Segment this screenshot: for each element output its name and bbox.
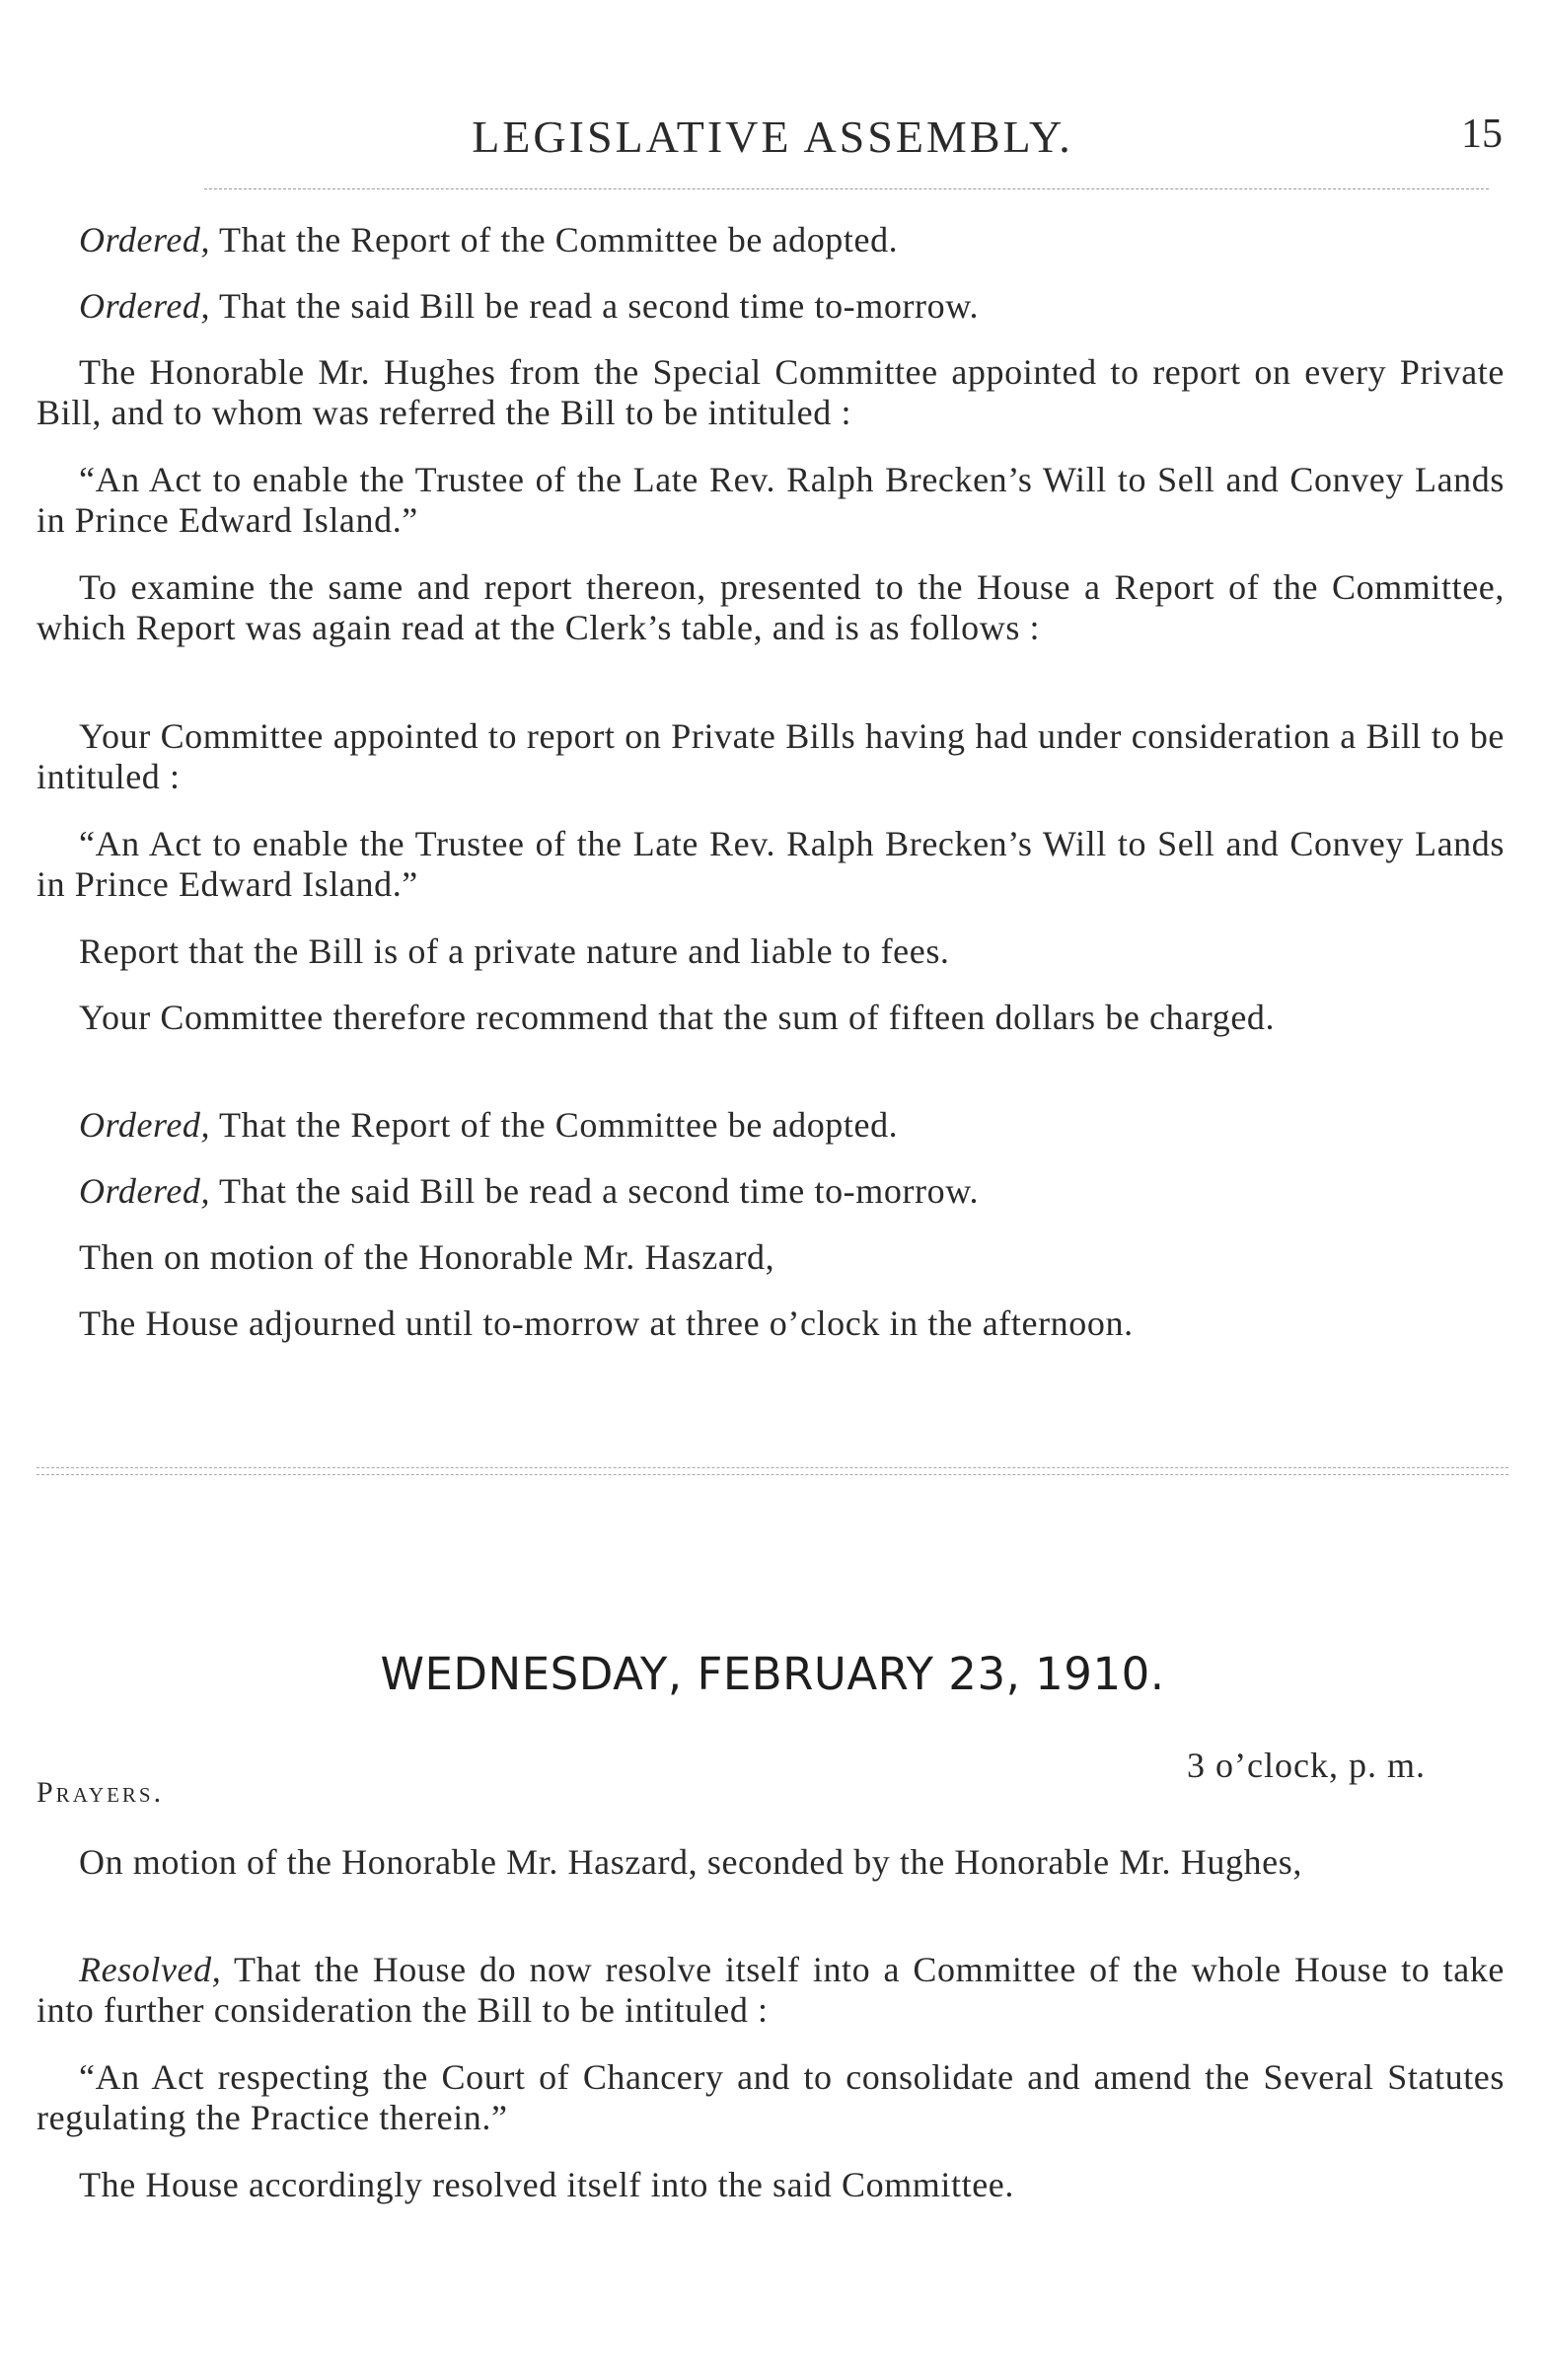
paragraph-text: On motion of the Honorable Mr. Haszard, seconded by the Honorable Mr. Hughes, — [79, 1842, 1302, 1882]
paragraph-text: The Honorable Mr. Hughes from the Special Committee appointed to report on every Private Bill, and to whom was referred the Bill to be intituled : — [37, 352, 1505, 432]
paragraph-text: That the House do now resolve itself into a Committee of the whole House to take into further consideration the Bill to be intituled : — [37, 1950, 1505, 2030]
divider-line — [37, 1474, 1508, 1475]
paragraph-motion-haszard — [37, 1237, 1505, 1278]
paragraph-committee-consideration — [37, 716, 1505, 797]
paragraph-text: “An Act respecting the Court of Chancery and to consolidate and amend the Several Statutes regulating the Practice therein.” — [37, 2057, 1505, 2137]
paragraph-examine-report — [37, 567, 1505, 648]
paragraph-resolved-committee — [37, 2165, 1505, 2205]
paragraph-text: The House adjourned until to-morrow at three o’clock in the afternoon. — [79, 1303, 1134, 1343]
paragraph-chancery-act — [37, 2057, 1505, 2138]
paragraph-ordered-second-reading-2 — [37, 1171, 1505, 1212]
paragraph-text: To examine the same and report thereon, presented to the House a Report of the Committee, which Report was again read at the Clerk’s table, and is as follows : — [37, 567, 1505, 647]
ordered-lead: Ordered, — [79, 1105, 211, 1145]
paragraph-text: The House accordingly resolved itself into the said Committee. — [79, 2165, 1014, 2204]
paragraph-text: Your Committee appointed to report on Private Bills having had under consideration a Bill to be intituled : — [37, 716, 1505, 796]
paragraph-act-title-repeat — [37, 824, 1505, 905]
paragraph-text: Your Committee therefore recommend that the sum of fifteen dollars be charged. — [79, 998, 1276, 1037]
paragraph-text: “An Act to enable the Trustee of the Late Rev. Ralph Brecken’s Will to Sell and Convey Lands in Prince Edward Island.” — [37, 824, 1505, 904]
running-head — [37, 111, 1508, 170]
paragraph-house-adjourned — [37, 1303, 1505, 1344]
paragraph-text: “An Act to enable the Trustee of the Late Rev. Ralph Brecken’s Will to Sell and Convey Lands in Prince Edward Island.” — [37, 460, 1505, 540]
sitting-time: 3 o’clock, p. m. — [1187, 1746, 1426, 1785]
date-heading: WEDNESDAY, FEBRUARY 23, 1910. — [380, 1648, 1165, 1700]
paragraph-ordered-adopted-2 — [37, 1105, 1505, 1146]
paragraph-text: That the said Bill be read a second time to-morrow. — [210, 1171, 980, 1211]
paragraph-text: That the Report of the Committee be adopted. — [210, 220, 899, 260]
paragraph-resolved — [37, 1950, 1505, 2031]
section-divider — [37, 1467, 1508, 1475]
resolved-lead: Resolved, — [79, 1950, 222, 1989]
paragraph-fees-recommendation — [37, 998, 1505, 1038]
ordered-lead: Ordered, — [79, 286, 211, 326]
paragraph-ordered-adopted — [37, 220, 1505, 260]
paragraph-text: That the Report of the Committee be adopted. — [210, 1105, 899, 1145]
prayers-label: Prayers. — [37, 1776, 165, 1809]
document-page — [37, 0, 1508, 2380]
paragraph-text: Then on motion of the Honorable Mr. Haszard, — [79, 1237, 775, 1277]
paragraph-text: Report that the Bill is of a private nature and liable to fees. — [79, 931, 950, 971]
page-number: 15 — [1461, 112, 1503, 157]
paragraph-motion-seconded — [37, 1842, 1505, 1883]
divider-line — [37, 1467, 1508, 1468]
ordered-lead: Ordered, — [79, 220, 211, 260]
ordered-lead: Ordered, — [79, 1171, 211, 1211]
paragraph-hughes-report — [37, 352, 1505, 433]
running-title: LEGISLATIVE ASSEMBLY. — [472, 112, 1073, 162]
paragraph-text: That the said Bill be read a second time to-morrow. — [210, 286, 980, 326]
paragraph-ordered-second-reading — [37, 286, 1505, 327]
paragraph-act-title — [37, 460, 1505, 541]
paragraph-private-nature — [37, 931, 1505, 972]
header-rule — [204, 188, 1489, 189]
